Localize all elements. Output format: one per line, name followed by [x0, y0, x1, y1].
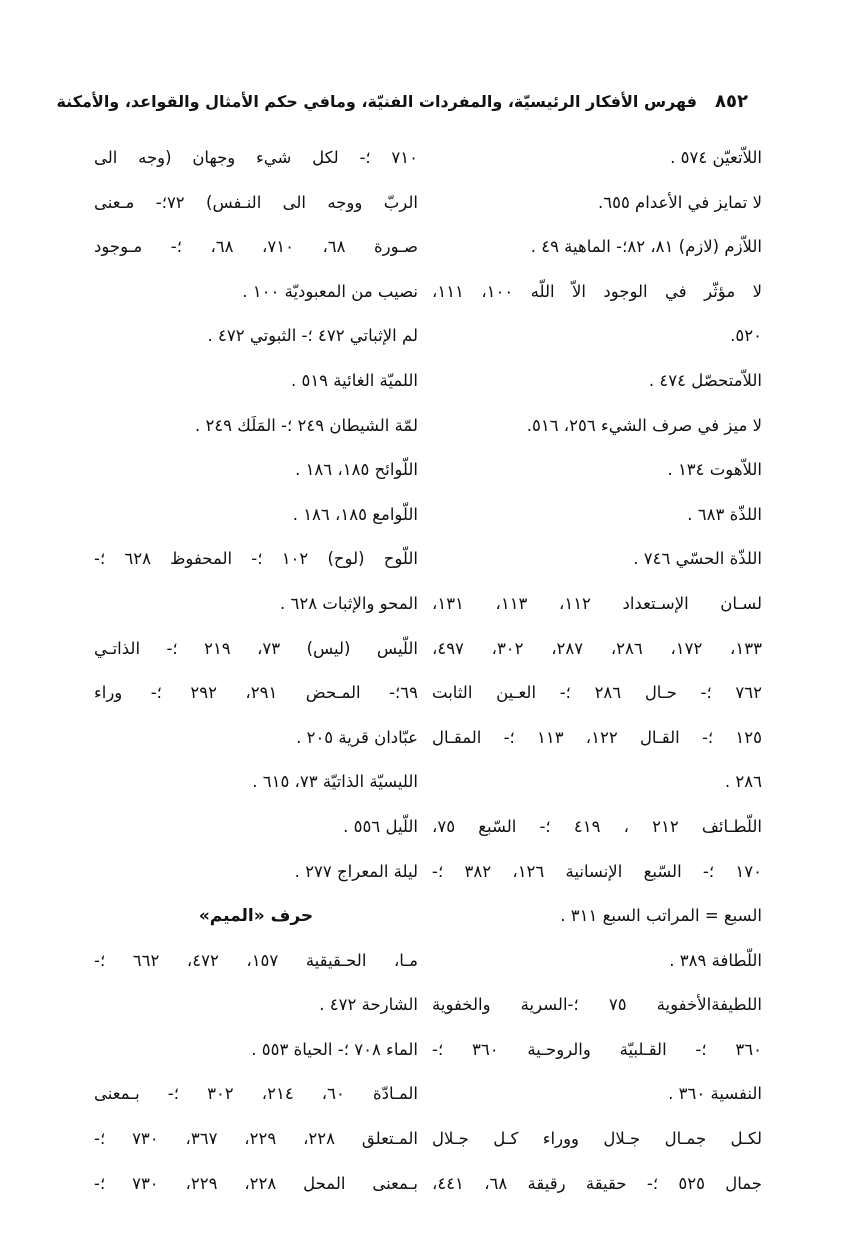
index-entry-line: اللّوائح ١٨٥، ١٨٦ .	[295, 460, 418, 480]
page-number: ٨٥٢	[715, 90, 748, 112]
index-entry-line: المـادّة ٦٠، ٢١٤، ٣٠٢ ؛- بـمعنى	[94, 1084, 418, 1104]
index-entry-line: لا ميز في صرف الشيء ٢٥٦، ٥١٦.	[526, 415, 762, 435]
index-column-left	[94, 138, 418, 1208]
index-entry-line: المـتعلق ٢٢٨، ٢٢٩، ٣٦٧، ٧٣٠ ؛-	[94, 1129, 418, 1149]
index-entry-line: اللّيس (ليس) ٧٣، ٢١٩ ؛- الذاتـي	[94, 638, 418, 658]
index-entry-line: المحو والإثبات ٦٢٨ .	[279, 593, 418, 613]
index-entry-line: نصيب من المعبوديّة ١٠٠ .	[242, 281, 418, 301]
index-entry-line: لم الإثباتي ٤٧٢ ؛- الثبوتي ٤٧٢ .	[207, 326, 418, 346]
index-entry-line: ٣٦٠ ؛- القـلبيّة والروحـية ٣٦٠ ؛-	[432, 1039, 762, 1059]
index-entry-line: ١٣٣، ١٧٢، ٢٨٦، ٢٨٧، ٣٠٢، ٤٩٧،	[432, 638, 762, 658]
index-entry-line: الشارحة ٤٧٢ .	[319, 995, 418, 1015]
index-entry-line: عبّادان قرية ٢٠٥ .	[296, 727, 418, 747]
index-entry-line: الربّ ووجه الى النـفس) ٧٢؛- مـعنى	[94, 192, 418, 212]
index-entry-line: اللذّة الحسّي ٧٤٦ .	[633, 549, 762, 569]
index-entry-line: ١٧٠ ؛- السّبع الإنسانية ١٢٦، ٣٨٢ ؛-	[432, 861, 762, 881]
index-entry-line: مـا، الحـقيقية ١٥٧، ٤٧٢، ٦٦٢ ؛-	[94, 950, 418, 970]
index-entry-line: الماء ٧٠٨ ؛- الحياة ٥٥٣ .	[251, 1039, 418, 1059]
index-entry-line: لمّة الشيطان ٢٤٩ ؛- المَلَك ٢٤٩ .	[194, 415, 418, 435]
index-entry-line: جمال ٥٢٥ ؛- حقيقة رقيقة ٦٨، ٤٤١،	[432, 1173, 762, 1193]
running-header	[56, 84, 748, 118]
index-entry-line: صـورة ٦٨، ٧١٠، ٦٨، ؛- مـوجود	[94, 237, 418, 257]
index-entry-line: ليلة المعراج ٢٧٧ .	[294, 861, 418, 881]
section-heading: حرف «الميم»	[198, 906, 314, 927]
index-entry-line: ٦٩؛- المـحض ٢٩١، ٢٩٢ ؛- وراء	[94, 683, 418, 703]
index-entry-line: السبع = المراتب السبع ٣١١ .	[560, 906, 762, 926]
index-entry-line: لا تمايز في الأعدام ٦٥٥.	[597, 192, 762, 212]
index-entry-line: اللّوامع ١٨٥، ١٨٦ .	[292, 504, 418, 524]
running-title: فهرس الأفكار الرئيسيّة، والمفردات الفنيّة، ومافي حكم الأمثال والقواعد، والأمكنة	[56, 91, 698, 111]
index-entry-line: لا مؤثّر في الوجود الاّ اللّه ١٠٠، ١١١،	[432, 281, 762, 301]
index-entry-line: ٥٢٠.	[730, 326, 762, 346]
index-entry-line: اللاّزم (لازم) ٨١، ٨٢؛- الماهية ٤٩ .	[530, 237, 762, 257]
index-entry-line: ٢٨٦ .	[724, 772, 762, 792]
index-entry-line: لسـان الإسـتعداد ١١٢، ١١٣، ١٣١،	[432, 593, 762, 613]
index-entry-line: اللّيل ٥٥٦ .	[343, 816, 418, 836]
index-entry-line: اللاّمتحصّل ٤٧٤ .	[648, 370, 762, 390]
index-entry-line: ١٢٥ ؛- القـال ١٢٢، ١١٣ ؛- المقـال	[432, 727, 762, 747]
index-entry-line: لكـل جمـال جـلال ووراء كـل جـلال	[432, 1129, 762, 1149]
index-entry-line: اللاّتعيّن ٥٧٤ .	[670, 148, 762, 167]
index-entry-line: النفسية ٣٦٠ .	[668, 1084, 762, 1104]
index-entry-line: بـمعنى المحل ٢٢٨، ٢٢٩، ٧٣٠ ؛-	[94, 1173, 418, 1193]
index-entry-line: اللّوح (لوح) ١٠٢ ؛- المحفوظ ٦٢٨ ؛-	[94, 549, 418, 569]
index-entry-line: اللاّهوت ١٣٤ .	[667, 460, 762, 480]
index-entry-line: اللميّة الغائية ٥١٩ .	[290, 370, 418, 390]
index-column-right	[432, 138, 762, 1208]
index-entry-line: الليسيّة الذاتيّة ٧٣، ٦١٥ .	[252, 772, 418, 792]
index-entry-line: اللّطافة ٣٨٩ .	[669, 950, 762, 970]
index-entry-line: اللذّة ٦٨٣ .	[687, 504, 762, 524]
index-entry-line: اللطيفةالأخفوية ٧٥ ؛-السرية والخفوية	[432, 995, 762, 1015]
index-entry-line: ٧٦٢ ؛- حـال ٢٨٦ ؛- العـين الثابت	[432, 683, 762, 703]
index-entry-line: ٧١٠ ؛- لكل شيء وجهان (وجه الى	[94, 148, 418, 167]
index-entry-line: اللّطـائف ٢١٢ ، ٤١٩ ؛- السّبع ٧٥،	[432, 816, 762, 836]
